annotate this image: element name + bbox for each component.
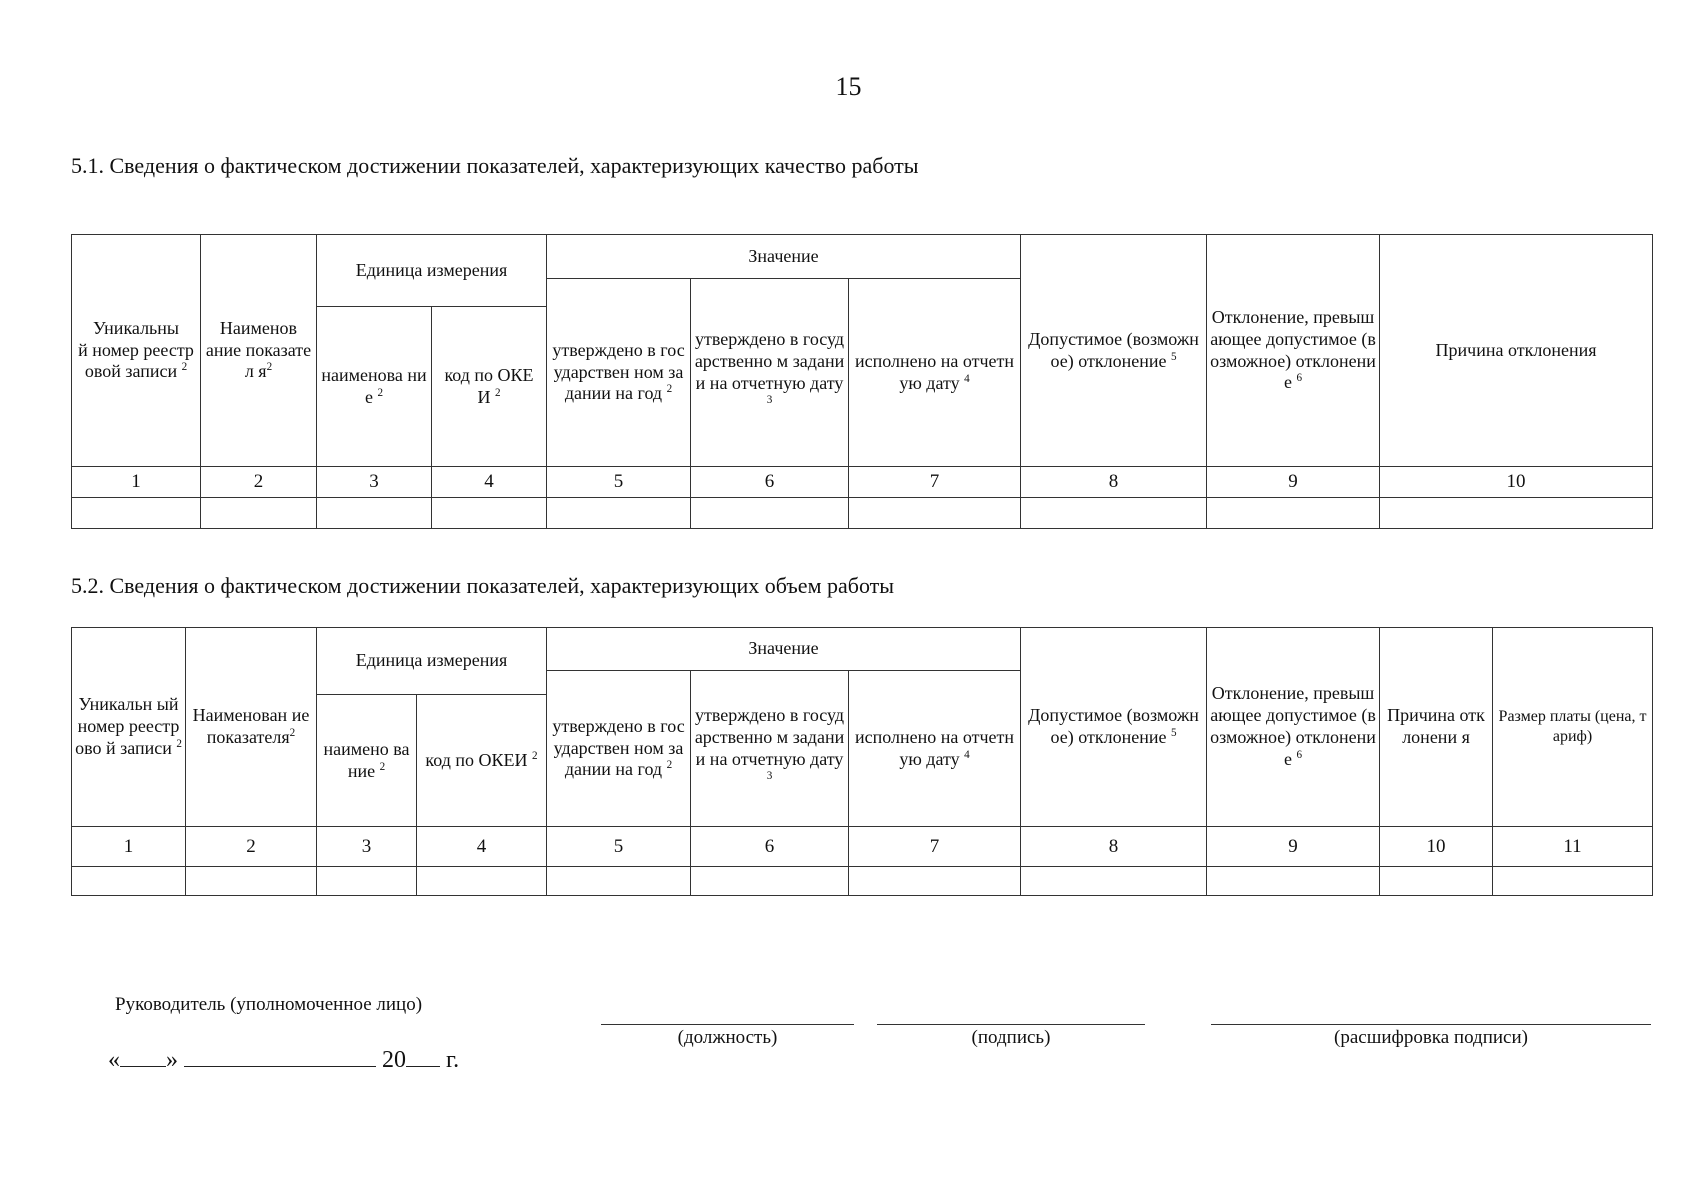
header-unique-record-number: Уникальны й номер реестровой записи $^2$	[72, 235, 201, 467]
date-line	[108, 1046, 459, 1074]
data-cell[interactable]	[72, 498, 201, 529]
column-number: 8	[1021, 467, 1207, 498]
data-cell[interactable]	[1021, 498, 1207, 529]
data-cell[interactable]	[1207, 867, 1380, 896]
header-unit-name: наименова ние $^2$	[317, 307, 432, 467]
header-fee-size: Размер платы (цена, тариф)	[1493, 628, 1653, 827]
section-5-1-title: 5.1. Сведения о фактическом достижении показателей, характеризующих качество работы	[71, 153, 919, 178]
data-cell[interactable]	[432, 498, 547, 529]
column-number: 3	[317, 467, 432, 498]
header-indicator-name: Наименован ие показателя$^2$	[186, 628, 317, 827]
signature-caption: (подпись)	[971, 1027, 1051, 1048]
header-deviation-reason: Причина отклонени я	[1380, 628, 1493, 827]
signature-decode-caption: (расшифровка подписи)	[1334, 1027, 1528, 1048]
data-cell[interactable]	[1380, 867, 1493, 896]
data-cell[interactable]	[317, 498, 432, 529]
column-number: 10	[1380, 827, 1493, 867]
day-blank[interactable]	[120, 1046, 166, 1067]
data-cell[interactable]	[417, 867, 547, 896]
year-prefix: 20	[382, 1047, 406, 1073]
column-number: 2	[186, 827, 317, 867]
data-cell[interactable]	[317, 867, 417, 896]
quality-indicators-table	[71, 234, 1653, 529]
data-cell[interactable]	[1021, 867, 1207, 896]
data-cell[interactable]	[849, 498, 1021, 529]
header-executed: исполнено на отчетную дату $^4$	[849, 671, 1021, 827]
data-cell[interactable]	[547, 867, 691, 896]
section-5-2-title: 5.2. Сведения о фактическом достижении показателей, характеризующих объем работы	[71, 573, 895, 598]
data-cell[interactable]	[849, 867, 1021, 896]
data-cell[interactable]	[547, 498, 691, 529]
header-approved-year: утверждено в государствен ном задании на год $^2$	[547, 279, 691, 467]
month-blank[interactable]	[184, 1046, 376, 1067]
header-exceeding-deviation: Отклонение, превышающее допустимое (возможное) отклонение $^6$	[1207, 235, 1380, 467]
column-number: 9	[1207, 827, 1380, 867]
column-number: 1	[72, 827, 186, 867]
column-number: 4	[432, 467, 547, 498]
header-unit-name: наимено вание $^2$	[317, 695, 417, 827]
column-number: 8	[1021, 827, 1207, 867]
header-executed: исполнено на отчетную дату $^4$	[849, 279, 1021, 467]
data-cell[interactable]	[1493, 867, 1653, 896]
head-label: Руководитель (уполномоченное лицо)	[115, 994, 423, 1015]
data-cell[interactable]	[691, 867, 849, 896]
header-approved-date: утверждено в государственно м задании на отчетную дату $^3$	[691, 671, 849, 827]
date-open-quote: «	[108, 1047, 120, 1073]
header-allowed-deviation: Допустимое (возможное) отклонение $^5$	[1021, 235, 1207, 467]
page-number: 15	[835, 72, 862, 101]
header-okei-code: код по ОКЕИ $^2$	[417, 695, 547, 827]
signature-line[interactable]	[877, 1024, 1145, 1025]
column-number: 9	[1207, 467, 1380, 498]
data-cell[interactable]	[1207, 498, 1380, 529]
data-cell[interactable]	[201, 498, 317, 529]
column-number: 3	[317, 827, 417, 867]
position-caption: (должность)	[677, 1027, 778, 1048]
header-unit: Единица измерения	[317, 628, 547, 695]
header-unit: Единица измерения	[317, 235, 547, 307]
column-number: 6	[691, 827, 849, 867]
header-exceeding-deviation: Отклонение, превышающее допустимое (возможное) отклонение $^6$	[1207, 628, 1380, 827]
data-cell[interactable]	[1380, 498, 1653, 529]
header-approved-date: утверждено в государственно м задании на отчетную дату $^3$	[691, 279, 849, 467]
column-number: 7	[849, 467, 1021, 498]
column-number: 4	[417, 827, 547, 867]
column-number: 11	[1493, 827, 1653, 867]
header-value: Значение	[547, 235, 1021, 279]
date-close-quote: »	[166, 1047, 178, 1073]
volume-indicators-table	[71, 627, 1653, 896]
column-number: 5	[547, 467, 691, 498]
column-number: 1	[72, 467, 201, 498]
data-cell[interactable]	[186, 867, 317, 896]
column-number: 5	[547, 827, 691, 867]
year-blank[interactable]	[406, 1046, 440, 1067]
signature-decode-line[interactable]	[1211, 1024, 1651, 1025]
header-indicator-name: Наименов ание показател $я^2$	[201, 235, 317, 467]
data-cell[interactable]	[72, 867, 186, 896]
year-suffix: г.	[446, 1047, 460, 1073]
header-value: Значение	[547, 628, 1021, 671]
header-unique-record-number: Уникальн ый номер реестрово й записи $^2$	[72, 628, 186, 827]
column-number: 10	[1380, 467, 1653, 498]
data-cell[interactable]	[691, 498, 849, 529]
header-deviation-reason: Причина отклонения	[1380, 235, 1653, 467]
header-okei-code: код по ОКЕИ $^2$	[432, 307, 547, 467]
column-number: 6	[691, 467, 849, 498]
position-line[interactable]	[601, 1024, 854, 1025]
column-number: 7	[849, 827, 1021, 867]
header-approved-year: утверждено в государствен ном задании на год $^2$	[547, 671, 691, 827]
column-number: 2	[201, 467, 317, 498]
header-allowed-deviation: Допустимое (возможное) отклонение $^5$	[1021, 628, 1207, 827]
